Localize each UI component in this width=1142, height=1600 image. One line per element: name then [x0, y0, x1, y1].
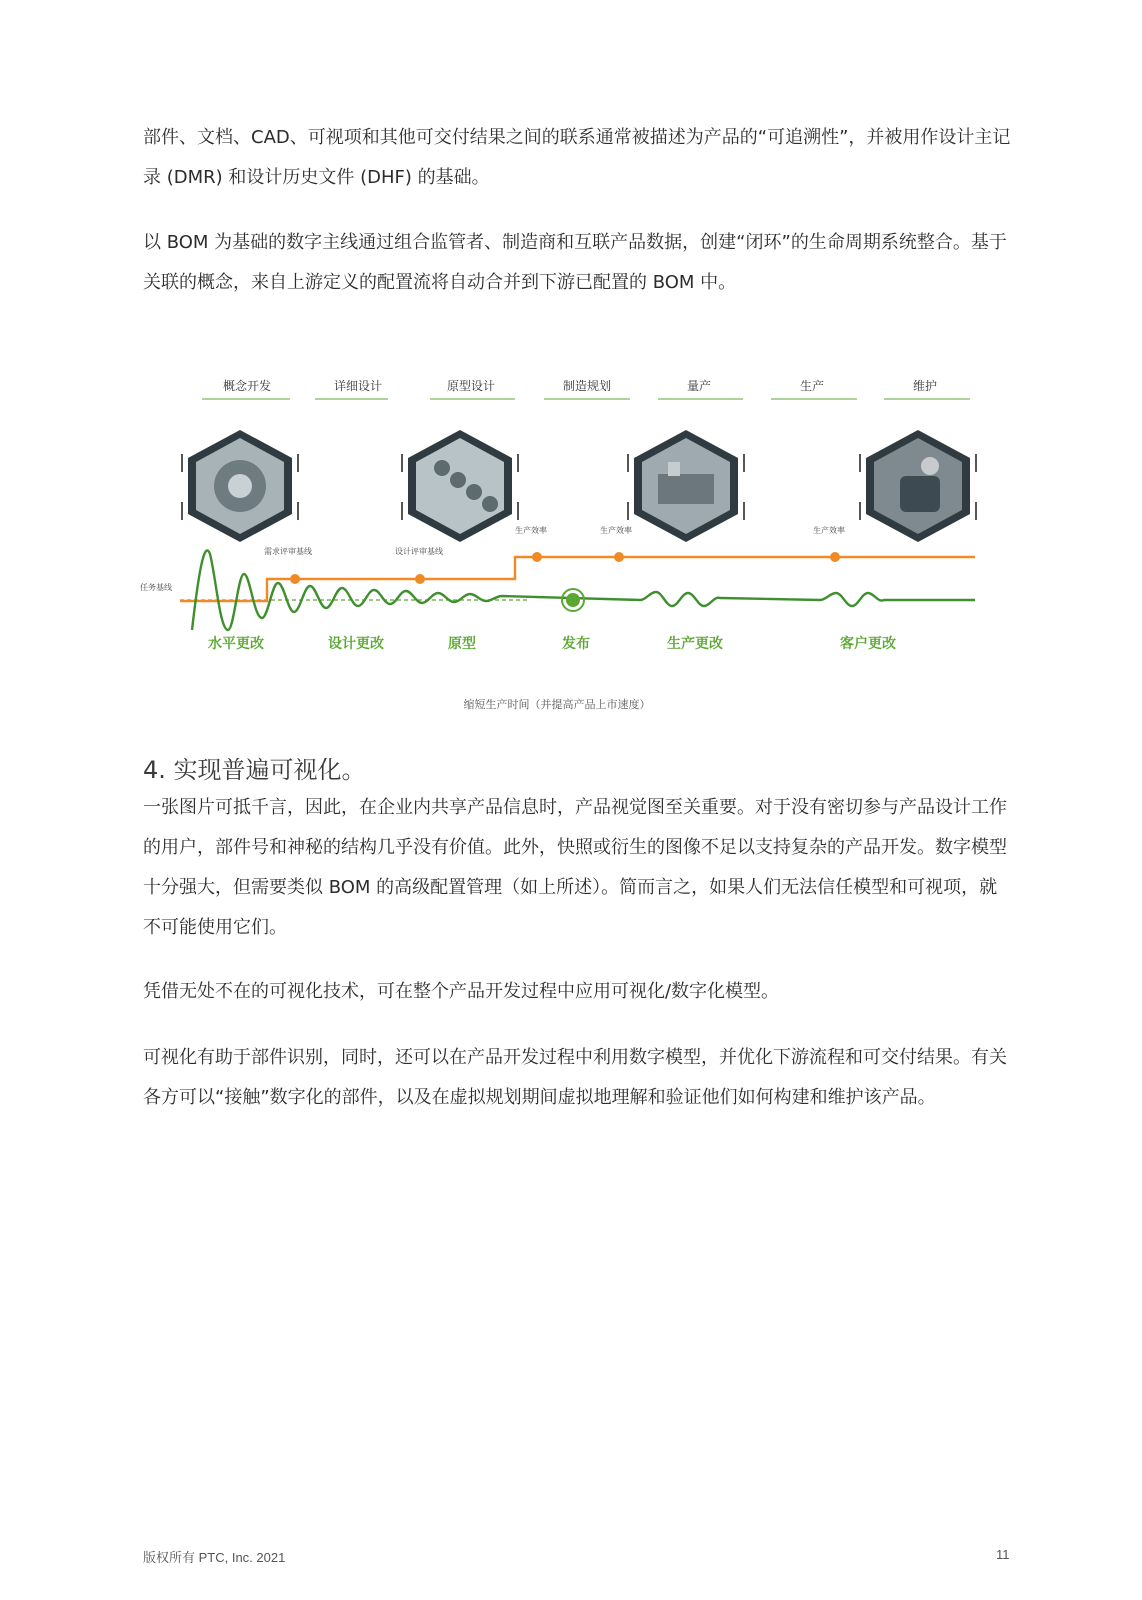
section-heading: 4. 实现普遍可视化。: [143, 756, 366, 784]
hex-image-concept: [182, 430, 298, 542]
phase-label: 客户更改: [840, 636, 896, 652]
milestone-label: 生产效率: [515, 526, 547, 535]
hex-image-production: [628, 430, 744, 542]
paragraph-part-identification: 可视化有助于部件识别，同时，还可以在产品开发过程中利用数字模型，并优化下游流程和可交付结果。有关各方可以“接触”数字化的部件，以及在虚拟规划期间虚拟地理解和验证他们如何构建和维护该产品。: [143, 1047, 1007, 1108]
stage-label: 概念开发: [222, 379, 272, 393]
paragraph-traceability: 部件、文档、CAD、可视项和其他可交付结果之间的联系通常被描述为产品的“可追溯性”，并被用作设计主记录 (DMR) 和设计历史文件 (DHF) 的基础。: [143, 127, 1011, 188]
page-number: 11: [996, 1547, 1010, 1562]
stage-label: 维护: [912, 379, 938, 393]
stage-label: 详细设计: [333, 379, 383, 393]
hex-image-prototype: [402, 430, 518, 542]
milestone-label: 生产效率: [813, 526, 845, 535]
milestone-label: 生产效率: [600, 526, 632, 535]
paragraph-visualization: 一张图片可抵千言，因此，在企业内共享产品信息时，产品视觉图至关重要。对于没有密切参与产品设计工作的用户，部件号和神秘的结构几乎没有价值。此外，快照或衍生的图像不足以支持复杂的产品开发。数字模型十分强大，但需要类似 BOM 的高级配置管理（如上所述）。简而言之，如果人们无法信任模型和可视项，就不可能使用它们。: [143, 797, 1007, 938]
paragraph-digital-thread: 以 BOM 为基础的数字主线通过组合监管者、制造商和互联产品数据，创建“闭环”的生命周期系统整合。基于关联的概念，来自上游定义的配置流将自动合并到下游已配置的 BOM 中。: [143, 232, 1007, 293]
phase-label: 生产更改: [667, 636, 723, 652]
stage-label: 生产: [799, 379, 825, 393]
phase-label: 水平更改: [208, 636, 264, 652]
stage-label: 量产: [686, 379, 712, 393]
lifecycle-diagram: [140, 378, 1010, 728]
milestone-label: 需求评审基线: [264, 547, 312, 556]
baseline-label: 任务基线: [140, 583, 172, 592]
stage-label: 原型设计: [446, 379, 496, 393]
phase-label: 发布: [562, 636, 590, 652]
paragraph-ubiquitous: 凭借无处不在的可视化技术，可在整个产品开发过程中应用可视化/数字化模型。: [143, 981, 780, 1002]
footer-copyright: 版权所有 PTC, Inc. 2021: [143, 1550, 286, 1565]
green-change-wave: [192, 550, 975, 630]
hex-image-maintenance: [860, 430, 976, 542]
figure-caption: 缩短生产时间（并提高产品上市速度）: [463, 698, 651, 711]
phase-label: 原型: [448, 636, 476, 652]
stage-label: 制造规划: [562, 379, 612, 393]
milestone-label: 设计评审基线: [395, 547, 443, 556]
phase-label: 设计更改: [328, 636, 384, 652]
release-marker-dot: [566, 593, 580, 607]
